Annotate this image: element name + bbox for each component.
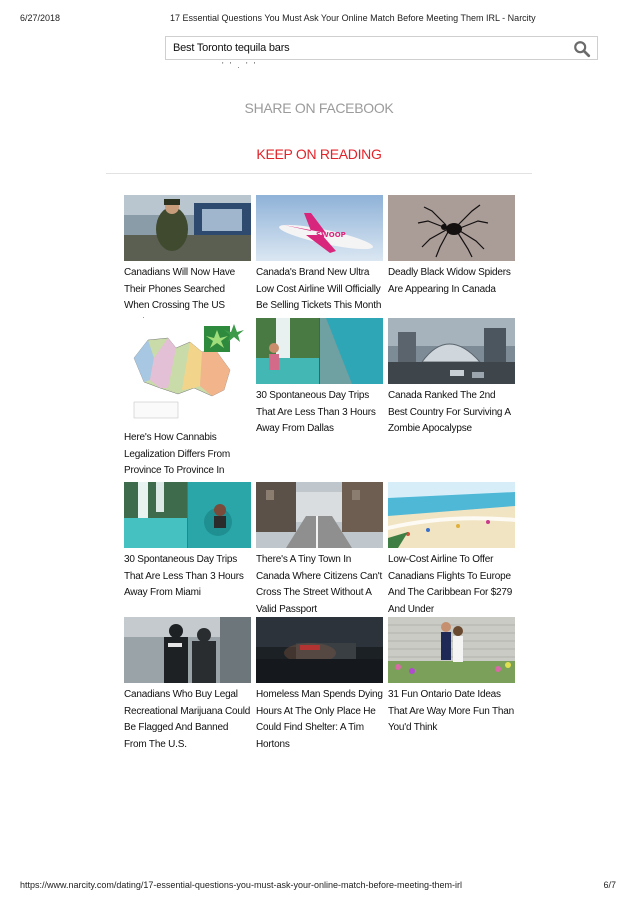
article-title[interactable]: Homeless Man Spends Dying Hours At The Only Place He Could Find Shelter: A Tim Hortons bbox=[256, 689, 383, 750]
print-page-number: 6/7 bbox=[603, 880, 616, 890]
article-title[interactable]: There's A Tiny Town In Canada Where Citizens Can't Cross The Street Without A Valid Passport bbox=[256, 554, 383, 615]
article-thumbnail-swoop-plane[interactable] bbox=[256, 195, 383, 261]
article-thumbnail-border-officer[interactable] bbox=[124, 195, 251, 261]
article-thumbnail-cannabis-map[interactable] bbox=[124, 318, 251, 424]
article-thumbnail-border-police[interactable] bbox=[124, 617, 251, 683]
article-thumbnail-tim-hortons-night[interactable] bbox=[256, 617, 383, 683]
article-title[interactable]: Canada Ranked The 2nd Best Country For Surviving A Zombie Apocalypse bbox=[388, 390, 511, 434]
article-title[interactable]: Here's How Cannabis Legalization Differs From Province To Province In bbox=[124, 432, 230, 476]
article-title[interactable]: 30 Spontaneous Day Trips That Are Less Than 3 Hours Away From Dallas bbox=[256, 390, 376, 434]
article-title[interactable]: 31 Fun Ontario Date Ideas That Are Way More Fun Than You'd Think bbox=[388, 689, 514, 733]
article-thumbnail-waterfall-miami[interactable] bbox=[124, 482, 251, 548]
share-on-facebook-link[interactable]: SHARE ON FACEBOOK bbox=[244, 100, 394, 116]
article-thumbnail-zombie-city[interactable] bbox=[388, 318, 515, 384]
search-bar[interactable] bbox=[165, 36, 598, 60]
print-url: https://www.narcity.com/dating/17-essential-questions-you-must-ask-your-online-match-before-meeting-them-irl bbox=[20, 880, 463, 890]
article-title[interactable]: Low-Cost Airline To Offer Canadians Flights To Europe And The Caribbean For $279 And Under bbox=[388, 554, 513, 615]
article-title[interactable]: Canadians Who Buy Legal Recreational Marijuana Could Be Flagged And Banned From The U.S. bbox=[124, 689, 251, 750]
clipped-text: ' ' . ' ' bbox=[222, 61, 258, 70]
search-query[interactable]: Best Toronto tequila bars bbox=[173, 42, 290, 54]
svg-text:SWOOP: SWOOP bbox=[316, 231, 346, 239]
article-title[interactable]: Canada's Brand New Ultra Low Cost Airline Will Officially Be Selling Tickets This Month bbox=[256, 267, 382, 311]
keep-on-reading-heading: KEEP ON READING bbox=[256, 146, 382, 162]
print-page-title: 17 Essential Questions You Must Ask Your Online Match Before Meeting Them IRL - Narcity bbox=[170, 13, 536, 23]
article-thumbnail-tiny-town-street[interactable] bbox=[256, 482, 383, 548]
article-thumbnail-caribbean-beach[interactable] bbox=[388, 482, 515, 548]
article-thumbnail-waterfall-dallas[interactable] bbox=[256, 318, 383, 384]
article-thumbnail-date-couple[interactable] bbox=[388, 617, 515, 683]
article-title[interactable]: Deadly Black Widow Spiders Are Appearing In Canada bbox=[388, 267, 511, 295]
print-date: 6/27/2018 bbox=[20, 13, 61, 23]
article-title[interactable]: 30 Spontaneous Day Trips That Are Less Than 3 Hours Away From Miami bbox=[124, 554, 244, 598]
search-icon[interactable] bbox=[573, 40, 591, 58]
article-title[interactable]: Canadians Will Now Have Their Phones Searched When Crossing The US bbox=[124, 267, 236, 311]
divider bbox=[106, 173, 532, 174]
article-thumbnail-black-widow-spider[interactable] bbox=[388, 195, 515, 261]
